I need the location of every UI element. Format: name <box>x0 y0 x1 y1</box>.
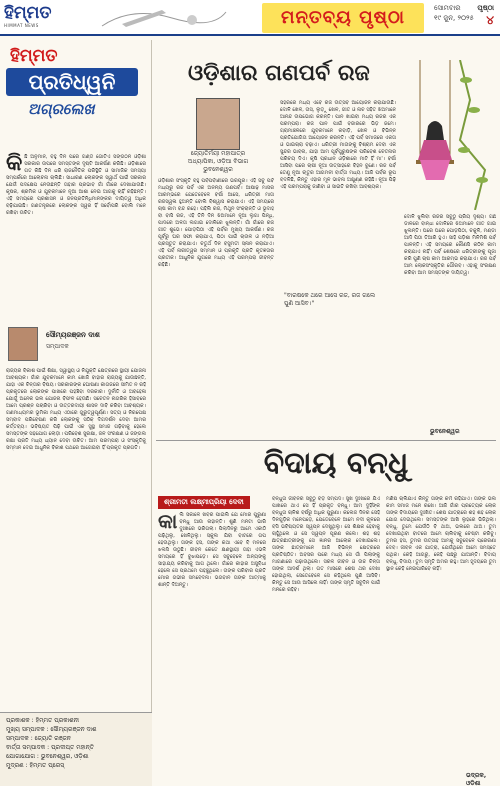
editorial-column <box>0 40 152 786</box>
column-logo-word: ହିମ୍ମତ <box>10 46 58 66</box>
byline-name: ଜ୍ୟୋତିର୍ମୟୀ ମହାପାତ୍ର <box>190 150 246 157</box>
article-raja-column-1: ଓଡ଼ିଶାର ସଂସ୍କୃତି ବହୁ ପର୍ବପର୍ବାଣୀରେ ଭରପୂର। ଏହି ସବୁ ପର୍ବ ମଧ୍ୟରୁ ରଜ ପର୍ବ ଏକ ଅନନ୍ୟ ଗଣପର୍ବ। ଆଷାଢ଼ ମାସର ଆରମ୍ଭରେ ଯେତେବେଳେ ବର୍ଷା ଆସେ, ଧରିତ୍ରୀ ମାତା ରଜସ୍ୱଳା ହୁଅନ୍ତି ବୋଲି ବିଶ୍ୱାସ କରାଯାଏ। ଏହି ସମୟରେ ଚାଷ କାମ ବନ୍ଦ ରହେ। ପହିଲି ରଜ, ମିଥୁନ ସଂକ୍ରାନ୍ତି ଓ ଭୂଦାହ ବା ବାସି ରଜ, ଏହି ତିନି ଦିନ ଝିଅମାନେ ନୂଆ ଲୁଗା ପିନ୍ଧି, ପାଦରେ ଅଳତା ଲଗାଇ ଦୋଳିରେ ଝୁଲନ୍ତି। ଗାଁ ଗାଁରେ ରଜ ଗୀତ ଶୁଭେ। ପୋଡ଼ପିଠା ଏହି ପର୍ବର ମୁଖ୍ୟ ଆକର୍ଷଣ। ରଜ ପୂର୍ବରୁ ଘର ସଫା କରାଯାଏ, ପିଠା ପାଇଁ ଚାଉଳ ଓ ନଡ଼ିଆ ପ୍ରସ୍ତୁତ କରାଯାଏ। ଚତୁର୍ଥ ଦିନ ବସୁମତୀ ସ୍ନାନ କରାଯାଏ। ଏହି ପର୍ବ ନାରୀତ୍ୱର ସମ୍ମାନ ଓ ପ୍ରକୃତି ପ୍ରତି କୃତଜ୍ଞତାର ପ୍ରତୀକ। ଆଧୁନିକ ଯୁଗରେ ମଧ୍ୟ ଏହି ପରମ୍ପରା ଜୀବନ୍ତ ରହିଛି। <box>158 178 274 268</box>
article-farewell-signoff: ଭଦ୍ରକ, ଓଡ଼ିଶା <box>466 772 487 786</box>
article-raja-signoff: ଭୁବନେଶ୍ୱର <box>430 428 460 435</box>
article-raja-column-2: ସହରରେ ମଧ୍ୟ ଏବେ ରଜ ଉତ୍ସବ ଆୟୋଜନ କରାଯାଉଛି। ଦୋଳି ଖେଳ, ତାସ୍, ଲୁଡ଼ୁ ଖେଳ, ଗୀତ ଓ ନାଚ ସହିତ ଝିଅମାନେ ଆନନ୍ଦ ଉପଭୋଗ କରନ୍ତି। ପାନ ଖାଇବା ମଧ୍ୟ ରଜର ଏକ ପରମ୍ପରା। ରଜ ପାନ ପାଇଁ ବଜାରରେ ଭିଡ଼ ଜମେ। ଗ୍ରାମାଞ୍ଚଳରେ ଯୁବକମାନେ କବାଡ଼ି, ଖେଳ ଓ ବିଭିନ୍ନ ପ୍ରତିଯୋଗିତା ଆୟୋଜନ କରନ୍ତି। ଏହି ପର୍ବ ସମାଜରେ ଏକତା ଓ ଭାଇଚାରା ବଢ଼ାଏ। ଧରିତ୍ରୀ ମାତାଙ୍କୁ ବିଶ୍ରାମ ଦେବା ଏକ ସୁନ୍ଦର ଭାବନା, ଯାହା ଆମ ପୂର୍ବପୁରୁଷଙ୍କ ପରିବେଶ ଚେତନାର ପରିଚୟ ଦିଏ। କୃଷି ପ୍ରଧାନ ଓଡ଼ିଶାରେ ମାଟି ହିଁ ମା'। ବର୍ଷା ଆସିବା ପରେ ଚାଷୀ ନୂଆ ଉତ୍ସାହରେ ବିହନ ବୁଣେ। ରଜ ପର୍ବ ତେଣୁ ନୂଆ ଋତୁର ଆଗମନୀ ବାର୍ତ୍ତା ମଧ୍ୟ। ଆଜି ପର୍ବର ରୂପ ବଦଳିଛି, କିନ୍ତୁ ଏହାର ମୂଳ ଭାବନା ଅକ୍ଷୁଣ୍ଣ ରହିଛି। ନୂଆ ପିଢ଼ି ଏହି ପରମ୍ପରାକୁ ଜାଣିବା ଓ ସାଇତି ରଖିବା ଆବଶ୍ୟକ। <box>280 100 396 190</box>
credits-box <box>0 712 152 786</box>
article-raja-author-photo <box>196 98 240 150</box>
page-label: ପୃଷ୍ଠା <box>477 4 494 12</box>
article-raja-byline <box>158 150 278 174</box>
pen-ink-icon <box>92 4 232 32</box>
column-logo <box>6 46 146 146</box>
credit-line: ପ୍ରକାଶକ : ହିମ୍ମତ ପ୍ରକାଶନୀ <box>6 717 79 724</box>
section-title: ମନ୍ତବ୍ୟ ପୃଷ୍ଠା <box>262 3 424 33</box>
editorial-body-2: ରାଜ୍ୟର ବିକାଶ ପାଇଁ ଶିକ୍ଷା, ସ୍ୱାସ୍ଥ୍ୟ ଓ ନିଯୁକ୍ତି କ୍ଷେତ୍ରରେ ସ୍ଥାୟୀ ଯୋଜନା ଆବଶ୍ୟକ। ଗାଁର ଯୁବକମାନେ କାମ ଖୋଜି ବାହାର ରାଜ୍ୟକୁ ଯାଉଛନ୍ତି, ଯାହା ଏକ ଚିନ୍ତାର ବିଷୟ। ସରକାରଙ୍କ ଘୋଷଣା କାଗଜରେ ସୀମିତ ନ ରହି ପ୍ରକୃତରେ ଲୋକଙ୍କ ପାଖରେ ପହଞ୍ଚିବା ଦରକାର। ଦୁର୍ନୀତି ଓ ଅବହେଳା ଯୋଗୁଁ ଅନେକ ଭଲ ଯୋଜନା ବିଫଳ ହେଉଛି। ସଚେତନ ନାଗରିକ ହିସାବରେ ଆମେ ପ୍ରଶ୍ନ ପଚାରିବା ଓ ଉତ୍ତରଦାୟୀ ଶାସନ ଦାବି କରିବା ଆବଶ୍ୟକ। ଗଣମାଧ୍ୟମର ଭୂମିକା ମଧ୍ୟ ଏଠାରେ ଗୁରୁତ୍ୱପୂର୍ଣ୍ଣ। ସତ୍ୟ ଓ ନିରପେକ୍ଷ ସମ୍ବାଦ ପରିବେଷଣ କରି ଲୋକଙ୍କୁ ସଠିକ୍ ଦିଗଦର୍ଶନ ଦେବା ଆମର କର୍ତ୍ତବ୍ୟ। ଭବିଷ୍ୟତ ପିଢ଼ି ପାଇଁ ଏକ ସୁସ୍ଥ ସମାଜ ଗଢ଼ିବାକୁ ହେଲେ ସମସ୍ତଙ୍କ ସହଯୋଗ ଲୋଡ଼ା। ପରିବେଶ ସୁରକ୍ଷା, ଜଳ ସଂରକ୍ଷଣ ଓ ଜଙ୍ଗଲ ରକ୍ଷା ପ୍ରତି ମଧ୍ୟ ଧ୍ୟାନ ଦେବା ଉଚିତ। ଆମ ପରମ୍ପରା ଓ ସଂସ୍କୃତିକୁ ସମ୍ମାନ ଦେଇ ଆଧୁନିକ ବିକାଶ ପଥରେ ଆଗେଇବା ହିଁ ପ୍ରକୃତ ପ୍ରଗତି। <box>6 368 146 451</box>
issue-day: ସୋମବାର <box>434 4 461 12</box>
article-raja-quote: "ବାରଷକେ ଥରେ ଆସେ ରଜ, ରଜ ଗଲେ ପୁଣି ଆସିବ।" <box>284 292 376 307</box>
editor-role: ସମ୍ପାଦକ <box>46 343 69 350</box>
editor-photo <box>8 327 38 361</box>
newspaper-logo[interactable] <box>4 3 62 31</box>
issue-date: ୧୯ ଜୁନ, ୨୦୨୫ <box>434 14 474 22</box>
article-raja-column-3: ଦୋଳି ଝୁଲିବା ରଜର ସବୁଠୁ ପ୍ରିୟ ଦୃଶ୍ୟ। ଗଛ ଡାଳରେ ବାନ୍ଧା ଦୋଳିରେ ଝିଅମାନେ ଗୀତ ଗାଇ ଝୁଲନ୍ତି। ଘରେ ଘରେ ପୋଡ଼ପିଠା, ଚକୁଳି, ମଣ୍ଡା ଆଦି ପିଠା ତିଆରି ହୁଏ। ସାହି ପଡ଼ିଶା ମିଳିମିଶି ପର୍ବ ପାଳନ୍ତି। ଏହି ସମୟରେ କୌଣସି କଠିନ କାମ କରାଯାଏ ନାହିଁ। ପର୍ବ ଶେଷରେ ଧରିତ୍ରୀଙ୍କୁ ପୂଜା କରି ପୁଣି ଚାଷ କାମ ଆରମ୍ଭ କରାଯାଏ। ରଜ ପର୍ବ ଆମ ଲୋକସଂସ୍କୃତିର ଗୌରବ। ଏହାକୁ ସଂରକ୍ଷଣ କରିବା ଆମ ସମସ୍ତଙ୍କ ଦାୟିତ୍ୱ। <box>404 214 496 276</box>
credit-line: ବାର୍ତ୍ତା ସମ୍ପାଦକ : ପ୍ରଦୀପ୍ତ ମହାନ୍ତି <box>6 744 94 751</box>
credit-line: ସମ୍ପାଦକ : ଜ୍ୟୋତି ରଞ୍ଜନ <box>6 735 71 742</box>
byline-role: ଅଧ୍ୟାପିକା, ଓଡ଼ିଆ ବିଭାଗ <box>187 158 249 165</box>
article-farewell-title[interactable]: ବିଦାୟ ବନ୍ଧୁ <box>263 446 409 481</box>
dropcap: କି <box>6 151 23 176</box>
logo-text: ହିମ୍ମତ <box>4 3 52 23</box>
masthead <box>0 0 500 36</box>
column-logo-sub: ଅଗ୍ରଲେଖ <box>28 100 95 118</box>
article-farewell-text-1: ଲି ସକାଳେ ଖବର ପାଇଲି ଯେ ମୋର ପୁରୁଣା ବନ୍ଧୁ ଆଉ ନାହାନ୍ତି। ଶୁଣି ମନଟା ଭାରି ଦୁଃଖରେ ଭରିଗଲା। ପିଲାଦିନରୁ ଆମେ ଏକାଠି ପଢ଼ିଥିଲୁ, ଖେଳିଥିଲୁ। ସ୍କୁଲ ଯିବା ବାଟରେ ଗପ ହେଉଥିଲୁ। ତାଙ୍କ ହସ, ତାଙ୍କ କଥା ଏବେ ବି ମନରେ ଝଲସି ଉଠୁଛି। ଜୀବନ କେତେ କ୍ଷଣସ୍ଥାୟୀ ତାହା ଏଭଳି ସମୟରେ ହିଁ ବୁଝାପଡ଼େ। ସେ ସବୁବେଳେ ଅନ୍ୟଙ୍କୁ ସାହାଯ୍ୟ କରିବାକୁ ଆଗ ଥିଲେ। ଗାଁରେ କାହାର ଅସୁବିଧା ହେଲେ ସେ ପ୍ରଥମେ ପହଞ୍ଚୁଥିଲେ। ତାଙ୍କ ପରିବାର ପ୍ରତି ମୋର ଗଭୀର ସମବେଦନା। ଭଗବାନ ତାଙ୍କ ଆତ୍ମାକୁ ଶାନ୍ତି ଦିଅନ୍ତୁ। <box>158 512 266 588</box>
article-farewell-column-1 <box>158 512 266 782</box>
credit-line: ମୁଦ୍ରଣ : ହିମ୍ମତ ପ୍ରେସ୍ <box>6 762 65 769</box>
editor-card <box>8 325 144 363</box>
girl-on-swing-illustration <box>400 60 498 210</box>
editorial-text-1: ଛି ଅନୁମାନ, ବହୁ ଦିନ ପରେ ଗଣ୍ଡ ଗୋଟିଏ ସଙ୍ଗଠନ ଓଡ଼ିଶା ସରକାର ଉପରେ ସମସ୍ତଙ୍କ ଦୃଷ୍ଟି ଆକର୍ଷଣ କରିଛି। ଓଡ଼ିଶାରେ ଗତ କିଛି ଦିନ ଧରି ରାଜନୈତିକ ପରିସ୍ଥିତି ଓ ସାମାଜିକ ସମସ୍ୟା ସମ୍ପର୍କରେ ଆଲୋଚନା ଚାଲିଛି। ସାଧାରଣ ଲୋକଙ୍କ ସ୍ୱାର୍ଥ ପାଇଁ ସରକାର ଯେଉଁ ପଦକ୍ଷେପ ନେଉଛନ୍ତି ତାହାର ପ୍ରଭାବ ଗାଁ ଗାଁରେ ଦେଖାଯାଉଛି। କୃଷକ, ଶ୍ରମିକ ଓ ଯୁବକମାନେ ନୂଆ ଆଶା ନେଇ ଆଗକୁ ଚାହିଁ ରହିଛନ୍ତି। ଏହି ସମୟରେ ପ୍ରଶାସନ ଓ ଜନପ୍ରତିନିଧିମାନଙ୍କର ଦାୟିତ୍ୱ ଅଧିକ ବଢ଼ିଯାଇଛି। ଗଣତନ୍ତ୍ରରେ ଲୋକଙ୍କ ସ୍ୱର ହିଁ ସର୍ବୋପରି ବୋଲି ମନେ ରଖିବା ଉଚିତ। <box>6 154 146 216</box>
credit-line: ଯୋଗାଯୋଗ : ଭୁବନେଶ୍ୱର, ଓଡ଼ିଶା <box>6 753 89 760</box>
article-farewell-column-3: ମଣିଷ ଚାଲିଯାଏ କିନ୍ତୁ ତାଙ୍କ କର୍ମ ରହିଯାଏ। ତାଙ୍କ ଭଲ କାମ ସମାଜ ମନେ ରଖେ। ଆଜି ଗାଁର ପ୍ରତ୍ୟେକ ଲୋକ ତାଙ୍କ ବିଦାୟରେ ଦୁଃଖିତ। ଶେଷ ଯାତ୍ରାରେ ଶହ ଶହ ଲୋକ ଯୋଗ ଦେଇଥିଲେ। ସମସ୍ତଙ୍କ ଆଖି ଲୁହରେ ଭିଜିଥିଲା। ବନ୍ଧୁ, ତୁମେ ଯେଉଁଠି ବି ଥାଅ, ଭଲରେ ଥାଅ। ତୁମ ଦେଖାଇଥିବା ବାଟରେ ଆମେ ଚାଲିବାକୁ ଚେଷ୍ଟା କରିବୁ। ତୁମର ହସ, ତୁମର ଉତ୍ସାହ ଆମକୁ ସବୁବେଳେ ପ୍ରେରଣା ଦେବ। ଜୀବନ ଏକ ଯାତ୍ରା, ଯେଉଁଥିରେ ଆମେ ସମସ୍ତେ ପଥିକ। କେହି ଆଗରୁ, କେହି ପଛରୁ ଯାଆନ୍ତି। ବିଦାୟ ବନ୍ଧୁ, ବିଦାୟ। ତୁମ ସ୍ମୃତି ଅମର ରହୁ। ଆମ ହୃଦୟରେ ତୁମ ସ୍ଥାନ କେହି ନେଇପାରିବେ ନାହିଁ। <box>386 496 496 572</box>
article-farewell-column-2: ବନ୍ଧୁତା ଜୀବନର ସବୁଠୁ ବଡ଼ ସମ୍ପଦ। ସୁଖ ଦୁଃଖରେ ଯିଏ ପାଖରେ ଥାଏ ସେ ହିଁ ପ୍ରକୃତ ବନ୍ଧୁ। ଆମ ଦୁହିଁଙ୍କ ବନ୍ଧୁତା ଚାଳିଶ ବର୍ଷରୁ ଅଧିକ ପୁରୁଣା। କଲେଜ ଦିନର ସେହି ଦିନଗୁଡ଼ିକ ମନେପଡ଼େ, ଯେତେବେଳେ ଆମେ ନଦୀ କୂଳରେ ବସି ଭବିଷ୍ୟତର ସ୍ୱପ୍ନ ଦେଖୁଥିଲୁ। ସେ ଶିକ୍ଷକ ହେବାକୁ ଚାହୁଁଥିଲେ ଓ ସେ ସ୍ୱପ୍ନ ପୂରଣ କଲେ। ଶହ ଶହ ଛାତ୍ରଛାତ୍ରୀଙ୍କୁ ସେ ଜ୍ଞାନର ଆଲୋକ ଦେଖାଇଲେ। ତାଙ୍କ ଛାତ୍ରମାନେ ଆଜି ବିଭିନ୍ନ କ୍ଷେତ୍ରରେ ପ୍ରତିଷ୍ଠିତ। ଅବସର ପରେ ମଧ୍ୟ ସେ ଗାଁ ପିଲାଙ୍କୁ ମାଗଣାରେ ପଢ଼ାଉଥିଲେ। ସରଳ ଜୀବନ ଓ ଉଚ୍ଚ ଚିନ୍ତା ତାଙ୍କ ଆଦର୍ଶ ଥିଲା। ଗତ ମାସରେ ଶେଷ ଥର ଦେଖା ହୋଇଥିଲା, ସେତେବେଳେ ସେ କହିଥିଲେ ପୁଣି ଆସିବି। କିନ୍ତୁ ସେ ଆଉ ଆସିଲେ ନାହିଁ। ତାଙ୍କ ସ୍ମୃତି ସବୁଦିନ ପାଇଁ ମନରେ ରହିବ। <box>272 496 380 593</box>
article-farewell-byline: ଶ୍ରୀମତୀ ଲକ୍ଷ୍ମୀପ୍ରିୟା ଦେବୀ <box>158 496 250 509</box>
editor-name: ସୌମ୍ୟରଞ୍ଜନ ଦାଶ <box>46 331 100 339</box>
issue-meta <box>430 3 496 33</box>
page-number: ୪ <box>486 13 494 27</box>
column-logo-main: ପ୍ରତିଧ୍ୱନି <box>6 68 138 96</box>
dropcap: କା <box>158 512 178 533</box>
editorial-body-1 <box>6 151 146 217</box>
article-raja-title[interactable]: ଓଡ଼ିଶାର ଗଣପର୍ବ ରଜ <box>188 60 370 86</box>
byline-place: ଭୁବନେଶ୍ୱର <box>203 166 233 173</box>
logo-subtitle: HIMMAT NEWS <box>4 23 39 28</box>
credit-line: ମୁଖ୍ୟ ସମ୍ପାଦକ : ସୌମ୍ୟରଞ୍ଜନ ଦାଶ <box>6 726 97 733</box>
article-divider <box>156 440 496 441</box>
